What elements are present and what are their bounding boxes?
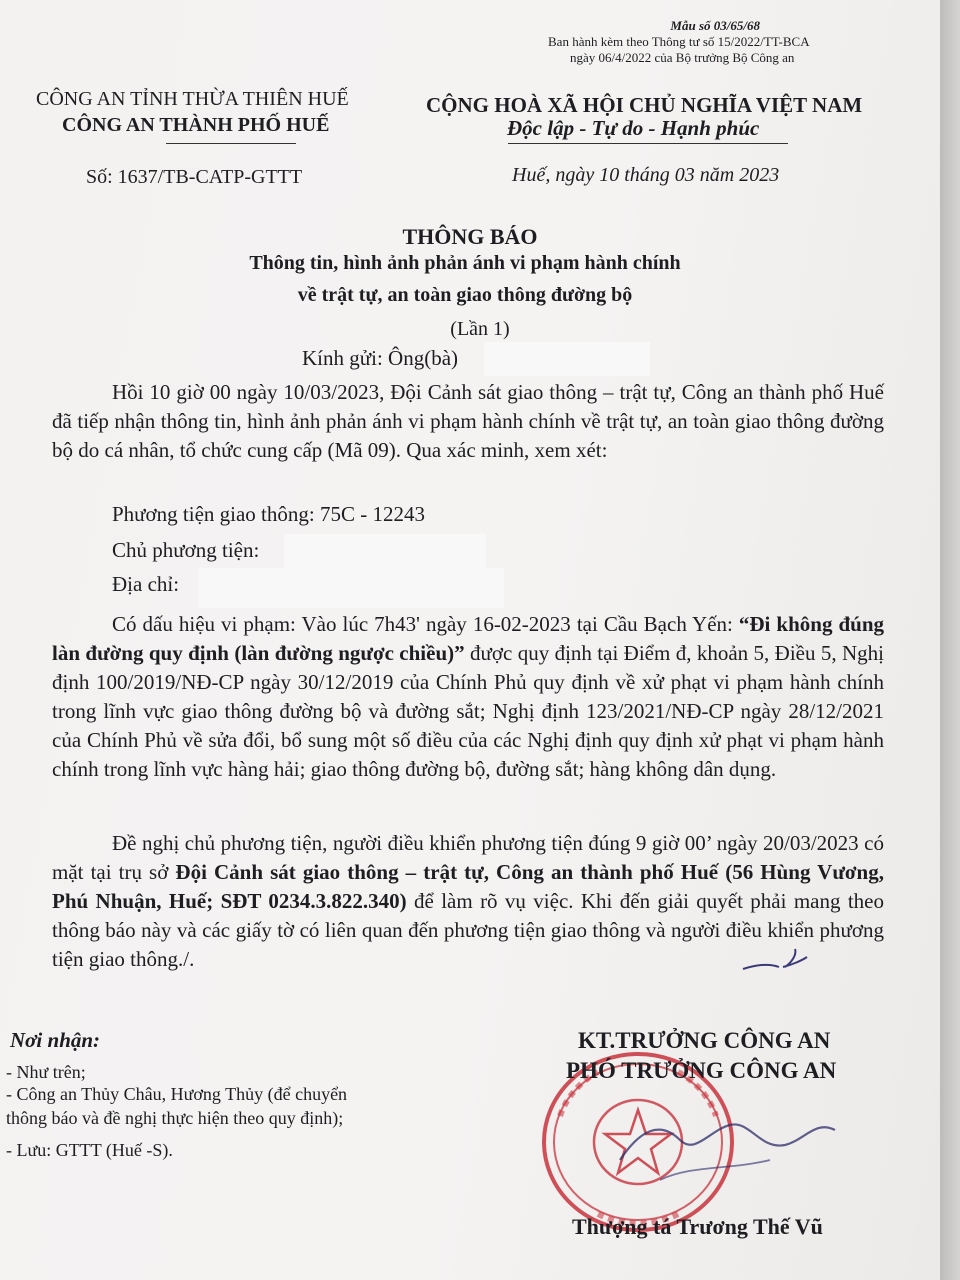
form-issued-date: ngày 06/4/2022 của Bộ trưởng Bộ Công an (570, 50, 795, 65)
recipient-item-continued: thông báo và đề nghị thực hiện theo quy định); (6, 1108, 344, 1128)
org-province: CÔNG AN TỈNH THỪA THIÊN HUẾ (36, 88, 349, 110)
document-number: Số: 1637/TB-CATP-GTTT (86, 166, 303, 188)
paragraph-violation (52, 610, 884, 784)
handwritten-mark (735, 945, 815, 975)
document-subtitle-line1: Thông tin, hình ảnh phản ánh vi phạm hành chính (249, 252, 681, 274)
summons-rest: để làm rõ vụ việc. Khi đến giải quyết phải mang theo thông báo này và các giấy tờ có liên quan đến phương tiện giao thông và người điều khiển phương tiện giao thông./. (52, 889, 885, 971)
recipients-title: Nơi nhận: (10, 1028, 101, 1052)
paragraph-intro: Hồi 10 giờ 00 ngày 10/03/2023, Đội Cảnh sát giao thông – trật tự, Công an thành phố Huế đã tiếp nhận thông tin, hình ảnh phản ánh vi phạm hành chính về trật tự, an toàn giao thông đường bộ do cá nhân, tổ chức cung cấp (Mã 09). Qua xác minh, xem xét: (52, 380, 884, 462)
owner-label: Chủ phương tiện: (112, 538, 260, 562)
org-underline (166, 143, 296, 144)
form-code: Mẫu số 03/65/68 (670, 18, 760, 33)
place-date: Huế, ngày 10 tháng 03 năm 2023 (512, 164, 780, 186)
redacted-owner (284, 534, 486, 568)
country-name: CỘNG HOÀ XÃ HỘI CHỦ NGHĨA VIỆT NAM (426, 93, 863, 117)
recipient-item: - Lưu: GTTT (Huế -S). (6, 1140, 173, 1160)
violation-legal-basis: được quy định tại Điểm đ, khoản 5, Điều 5, Nghị định 100/2019/NĐ-CP ngày 30/12/2019 của Chính Phủ quy định về xử phạt vi phạm hành chính trong lĩnh vực giao thông đường bộ và đường sắt; Nghị định 123/2021/NĐ-CP ngày 28/12/2021 của Chính Phủ về sửa đổi, bổ sung một số điều của các Nghị định quy định xử phạt vi phạm hành chính trong lĩnh vực hàng hải; giao thông đường bộ, đường sắt; hàng không dân dụng. (52, 641, 884, 781)
form-issued-with: Ban hành kèm theo Thông tư số 15/2022/TT-BCA (548, 34, 810, 49)
signature-authority-line1: KT.TRƯỞNG CÔNG AN (578, 1028, 831, 1053)
document-subtitle-line2: về trật tự, an toàn giao thông đường bộ (297, 284, 633, 306)
handwritten-signature (600, 1090, 850, 1200)
violation-lead: Có dấu hiệu vi phạm: Vào lúc 7h43' ngày 16-02-2023 tại Cầu Bạch Yến: (112, 612, 739, 636)
document-title: THÔNG BÁO (402, 224, 538, 249)
signature-authority-line2: PHÓ TRƯỞNG CÔNG AN (566, 1058, 837, 1083)
summons-lead: Đề nghị chủ phương tiện, người điều khiển phương tiện đúng 9 giờ 00’ ngày 20/03/2023 có mặt tại trụ sở (52, 831, 884, 884)
recipient-item: - Như trên; (6, 1062, 86, 1082)
recipient-item: - Công an Thủy Châu, Hương Thủy (để chuyển (6, 1084, 348, 1104)
summons-location: Đội Cảnh sát giao thông – trật tự, Công an thành phố Huế (56 Hùng Vương, Phú Nhuận, Huế; SĐT 0234.3.822.340) (52, 860, 884, 913)
salutation: Kính gửi: Ông(bà) (302, 346, 459, 370)
signer-name: Thượng tá Trương Thế Vũ (572, 1214, 823, 1239)
violation-description: “Đi không đúng làn đường quy định (làn đường ngược chiều)” (52, 612, 884, 665)
motto-underline (508, 143, 788, 144)
redacted-address (198, 568, 504, 608)
page-edge-shadow (940, 0, 960, 1280)
address-label: Địa chỉ: (112, 572, 180, 596)
org-city: CÔNG AN THÀNH PHỐ HUẾ (62, 114, 330, 136)
redacted-recipient-name (484, 342, 650, 376)
notice-times: (Lần 1) (450, 318, 510, 340)
vehicle-plate: Phương tiện giao thông: 75C - 12243 (112, 502, 425, 526)
national-motto: Độc lập - Tự do - Hạnh phúc (507, 116, 760, 140)
